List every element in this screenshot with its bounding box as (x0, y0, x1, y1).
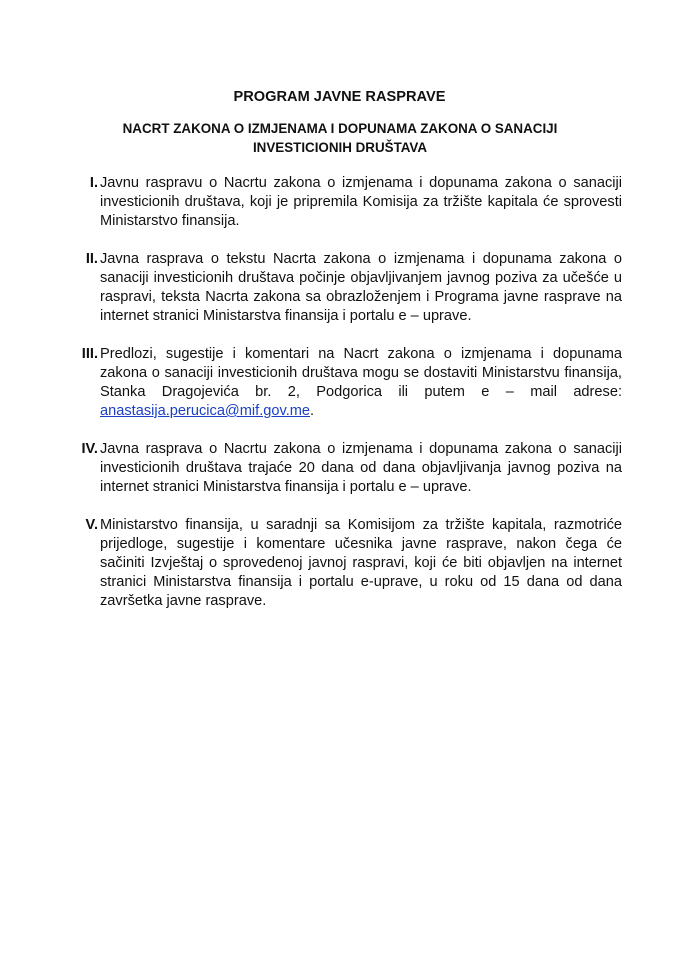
section-text: Ministarstvo finansija, u saradnji sa Komisijom za tržište kapitala, razmotriće prijedloge, sugestije i komentare učesnika javne rasprave, nakon čega će sačiniti Izvještaj o sprovedenoj javnoj raspravi, koji će biti objavljen na internet stranici Ministarstva finansija i portalu e-uprave, u roku od 15 dana od dana završetka javne rasprave. (100, 517, 622, 609)
section-number: V. (85, 517, 98, 533)
section-4 (60, 440, 622, 497)
section-text: Javnu raspravu o Nacrtu zakona o izmjenama i dopunama zakona o sanaciji investicionih društava, koji je pripremila Komisija za tržište kapitala će sprovesti Ministarstvo finansija. (100, 175, 622, 229)
document-subtitle: NACRT ZAKONA O IZMJENAMA I DOPUNAMA ZAKONA O SANACIJI INVESTICIONIH DRUŠTAVA (122, 121, 558, 155)
section-number: III. (81, 346, 98, 362)
section-number: I. (89, 175, 98, 191)
document-title: PROGRAM JAVNE RASPRAVE (233, 89, 446, 105)
section-3 (60, 345, 622, 421)
section-1 (60, 174, 622, 231)
section-text: Javna rasprava o tekstu Nacrta zakona o izmjenama i dopunama zakona o sanaciji investicionih društava počinje objavljivanjem javnog poziva za učešće u raspravi, teksta Nacrta zakona sa obrazloženjem i Programa javne rasprave na internet stranici Ministarstva finansija i portalu e – uprave. (100, 251, 622, 324)
section-text (100, 345, 622, 421)
section-2 (60, 250, 622, 326)
section-text-end: . (310, 403, 315, 419)
email-link[interactable]: anastasija.perucica@mif.gov.me (100, 403, 311, 419)
section-text-body: Predlozi, sugestije i komentari na Nacrt zakona o izmjenama i dopunama zakona o sanaciji investicionih društava mogu se dostaviti Ministarstvu finansija, Stanka Dragojevića br. 2, Podgorica ili putem e – mail adrese: (100, 346, 622, 400)
section-number: II. (85, 251, 98, 267)
section-text: Javna rasprava o Nacrtu zakona o izmjenama i dopunama zakona o sanaciji investicionih društava trajaće 20 dana od dana objavljivanja javnog poziva na internet stranici Ministarstva finansija i portalu e – uprave. (100, 441, 622, 495)
section-5 (60, 516, 622, 611)
section-number: IV. (81, 441, 98, 457)
